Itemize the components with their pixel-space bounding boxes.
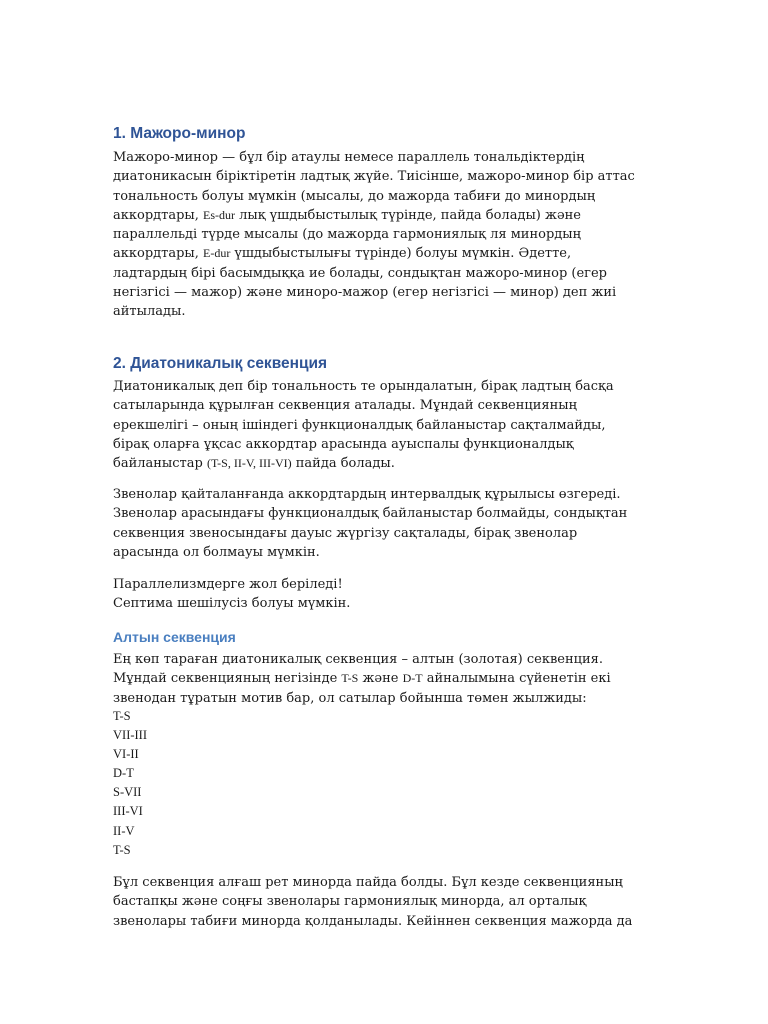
text-run: параллельді түрде мысалы (до мажорда гармониялық ля минордың: [113, 227, 581, 243]
text-run: лық үшдыбыстылық түрінде, пайда болады) және: [235, 207, 582, 223]
text-line: [113, 396, 661, 415]
text-run: Параллелизмдерге жол беріледі!: [113, 577, 343, 592]
text-run: және: [358, 671, 403, 687]
section-2-paragraph-3: [113, 575, 661, 614]
list-item: T-S: [113, 709, 131, 723]
text-run: Бұл секвенция алғаш рет минорда пайда болды. Бұл кезде секвенцияның: [113, 875, 623, 890]
chord-label: T-S: [341, 671, 359, 686]
text-line: [113, 504, 661, 523]
text-line: [113, 302, 661, 321]
text-run: айтылады.: [113, 304, 186, 320]
text-line: [113, 912, 661, 931]
list-item: D-T: [113, 766, 134, 781]
text-run: диатоникасын біріктіретін ладтық жүйе. Тиісінше, мажоро-минор бір аттас: [113, 169, 635, 185]
text-run: Звенолар арасындағы функционалдық байланыстар болмайды, сондықтан: [113, 506, 628, 522]
chord-label: E-dur: [203, 246, 231, 261]
text-run: Звенолар қайталанғанда аккордтардың интервалдық құрылысы өзгереді.: [113, 487, 621, 502]
text-run: аккордтары,: [113, 246, 204, 262]
text-line: [113, 416, 661, 435]
text-line: [113, 594, 661, 613]
text-line: [113, 575, 661, 594]
text-line: [113, 148, 661, 167]
text-line: [113, 264, 661, 283]
golden-sequence-paragraph-after: [113, 873, 661, 931]
text-run: звенолары табиғи минорда қолданылады. Кейіннен секвенция мажорда да: [113, 913, 633, 929]
text-line: [113, 689, 661, 708]
text-run: байланыстар: [113, 456, 207, 472]
text-line: [113, 206, 661, 225]
text-run: Диатоникалық деп бір тональность те орындалатын, бірақ ладтың басқа: [113, 379, 614, 394]
text-run: Септима шешілусіз болуы мүмкін.: [113, 596, 351, 612]
text-run: пайда болады.: [291, 456, 395, 472]
text-line: [113, 283, 661, 302]
text-line: [113, 485, 661, 504]
text-line: [113, 187, 661, 206]
text-line: [113, 225, 661, 244]
golden-sequence-paragraph: [113, 650, 661, 708]
text-run: негізгісі — мажор) және миноро-мажор (егер негізгісі — минор) деп жиі: [113, 285, 617, 301]
section-1-paragraph: [113, 148, 661, 322]
text-run: бастапқы және соңғы звенолары гармониялық минорда, ал орталық: [113, 894, 587, 910]
text-run: секвенция звеносындағы дауыс жүргізу сақталады, бірақ звенолар: [113, 525, 578, 541]
document-page: [113, 0, 661, 1024]
text-run: ерекшелігі – оның ішіндегі функционалдық байланыстар сақталмайды,: [113, 417, 606, 433]
section-2-paragraph-2: [113, 485, 661, 562]
chord-label: Es-dur: [203, 207, 236, 222]
section-2-heading: 2. Диатоникалық секвенция: [113, 355, 328, 372]
golden-sequence-steps: [113, 707, 147, 860]
text-line: [113, 669, 661, 688]
text-line: [113, 873, 661, 892]
text-line: [113, 454, 661, 473]
chord-label: (T-S, II-V, III-VI): [206, 456, 292, 471]
section-2-paragraph-1: [113, 377, 661, 473]
text-run: үшдыбыстылығы түрінде) болуы мүмкін. Әдетте,: [230, 246, 572, 262]
text-line: [113, 167, 661, 186]
text-line: [113, 543, 661, 562]
list-item: II-V: [113, 823, 135, 838]
list-item: III-VI: [113, 804, 143, 819]
list-item: VI-II: [113, 747, 139, 762]
list-item: S-VII: [113, 785, 142, 800]
chord-label: D-T: [402, 671, 423, 686]
list-item: T-S: [113, 842, 131, 857]
text-run: айналымына сүйенетін екі: [422, 671, 611, 687]
golden-sequence-heading: Алтын секвенция: [113, 629, 236, 645]
text-run: ладтардың бірі басымдыққа ие болады, сондықтан мажоро-минор (егер: [113, 265, 608, 281]
text-run: арасында ол болмауы мүмкін.: [113, 544, 320, 560]
text-line: [113, 377, 661, 396]
text-run: Мұндай секвенцияның негізінде: [113, 671, 342, 687]
text-line: [113, 524, 661, 543]
text-run: звенодан тұратын мотив бар, ол сатылар бойынша төмен жылжиды:: [113, 690, 587, 706]
text-run: Мажоро-минор — бұл бір атаулы немесе параллель тональдіктердің: [113, 150, 585, 165]
text-run: бірақ оларға ұқсас аккордтар арасында ауыспалы функционалдық: [113, 436, 574, 452]
text-line: [113, 435, 661, 454]
text-run: тональность болуы мүмкін (мысалы, до мажорда табиғи до минордың: [113, 188, 596, 204]
text-line: [113, 892, 661, 911]
text-run: сатыларында құрылған секвенция аталады. Мұндай секвенцияның: [113, 398, 577, 414]
text-line: [113, 244, 661, 263]
text-run: Ең көп тараған диатоникалық секвенция – алтын (золотая) секвенция.: [113, 652, 603, 667]
section-1-heading: 1. Мажоро-минор: [113, 125, 246, 142]
list-item: VII-III: [113, 728, 148, 743]
text-run: аккордтары,: [113, 207, 204, 223]
text-line: [113, 650, 661, 669]
